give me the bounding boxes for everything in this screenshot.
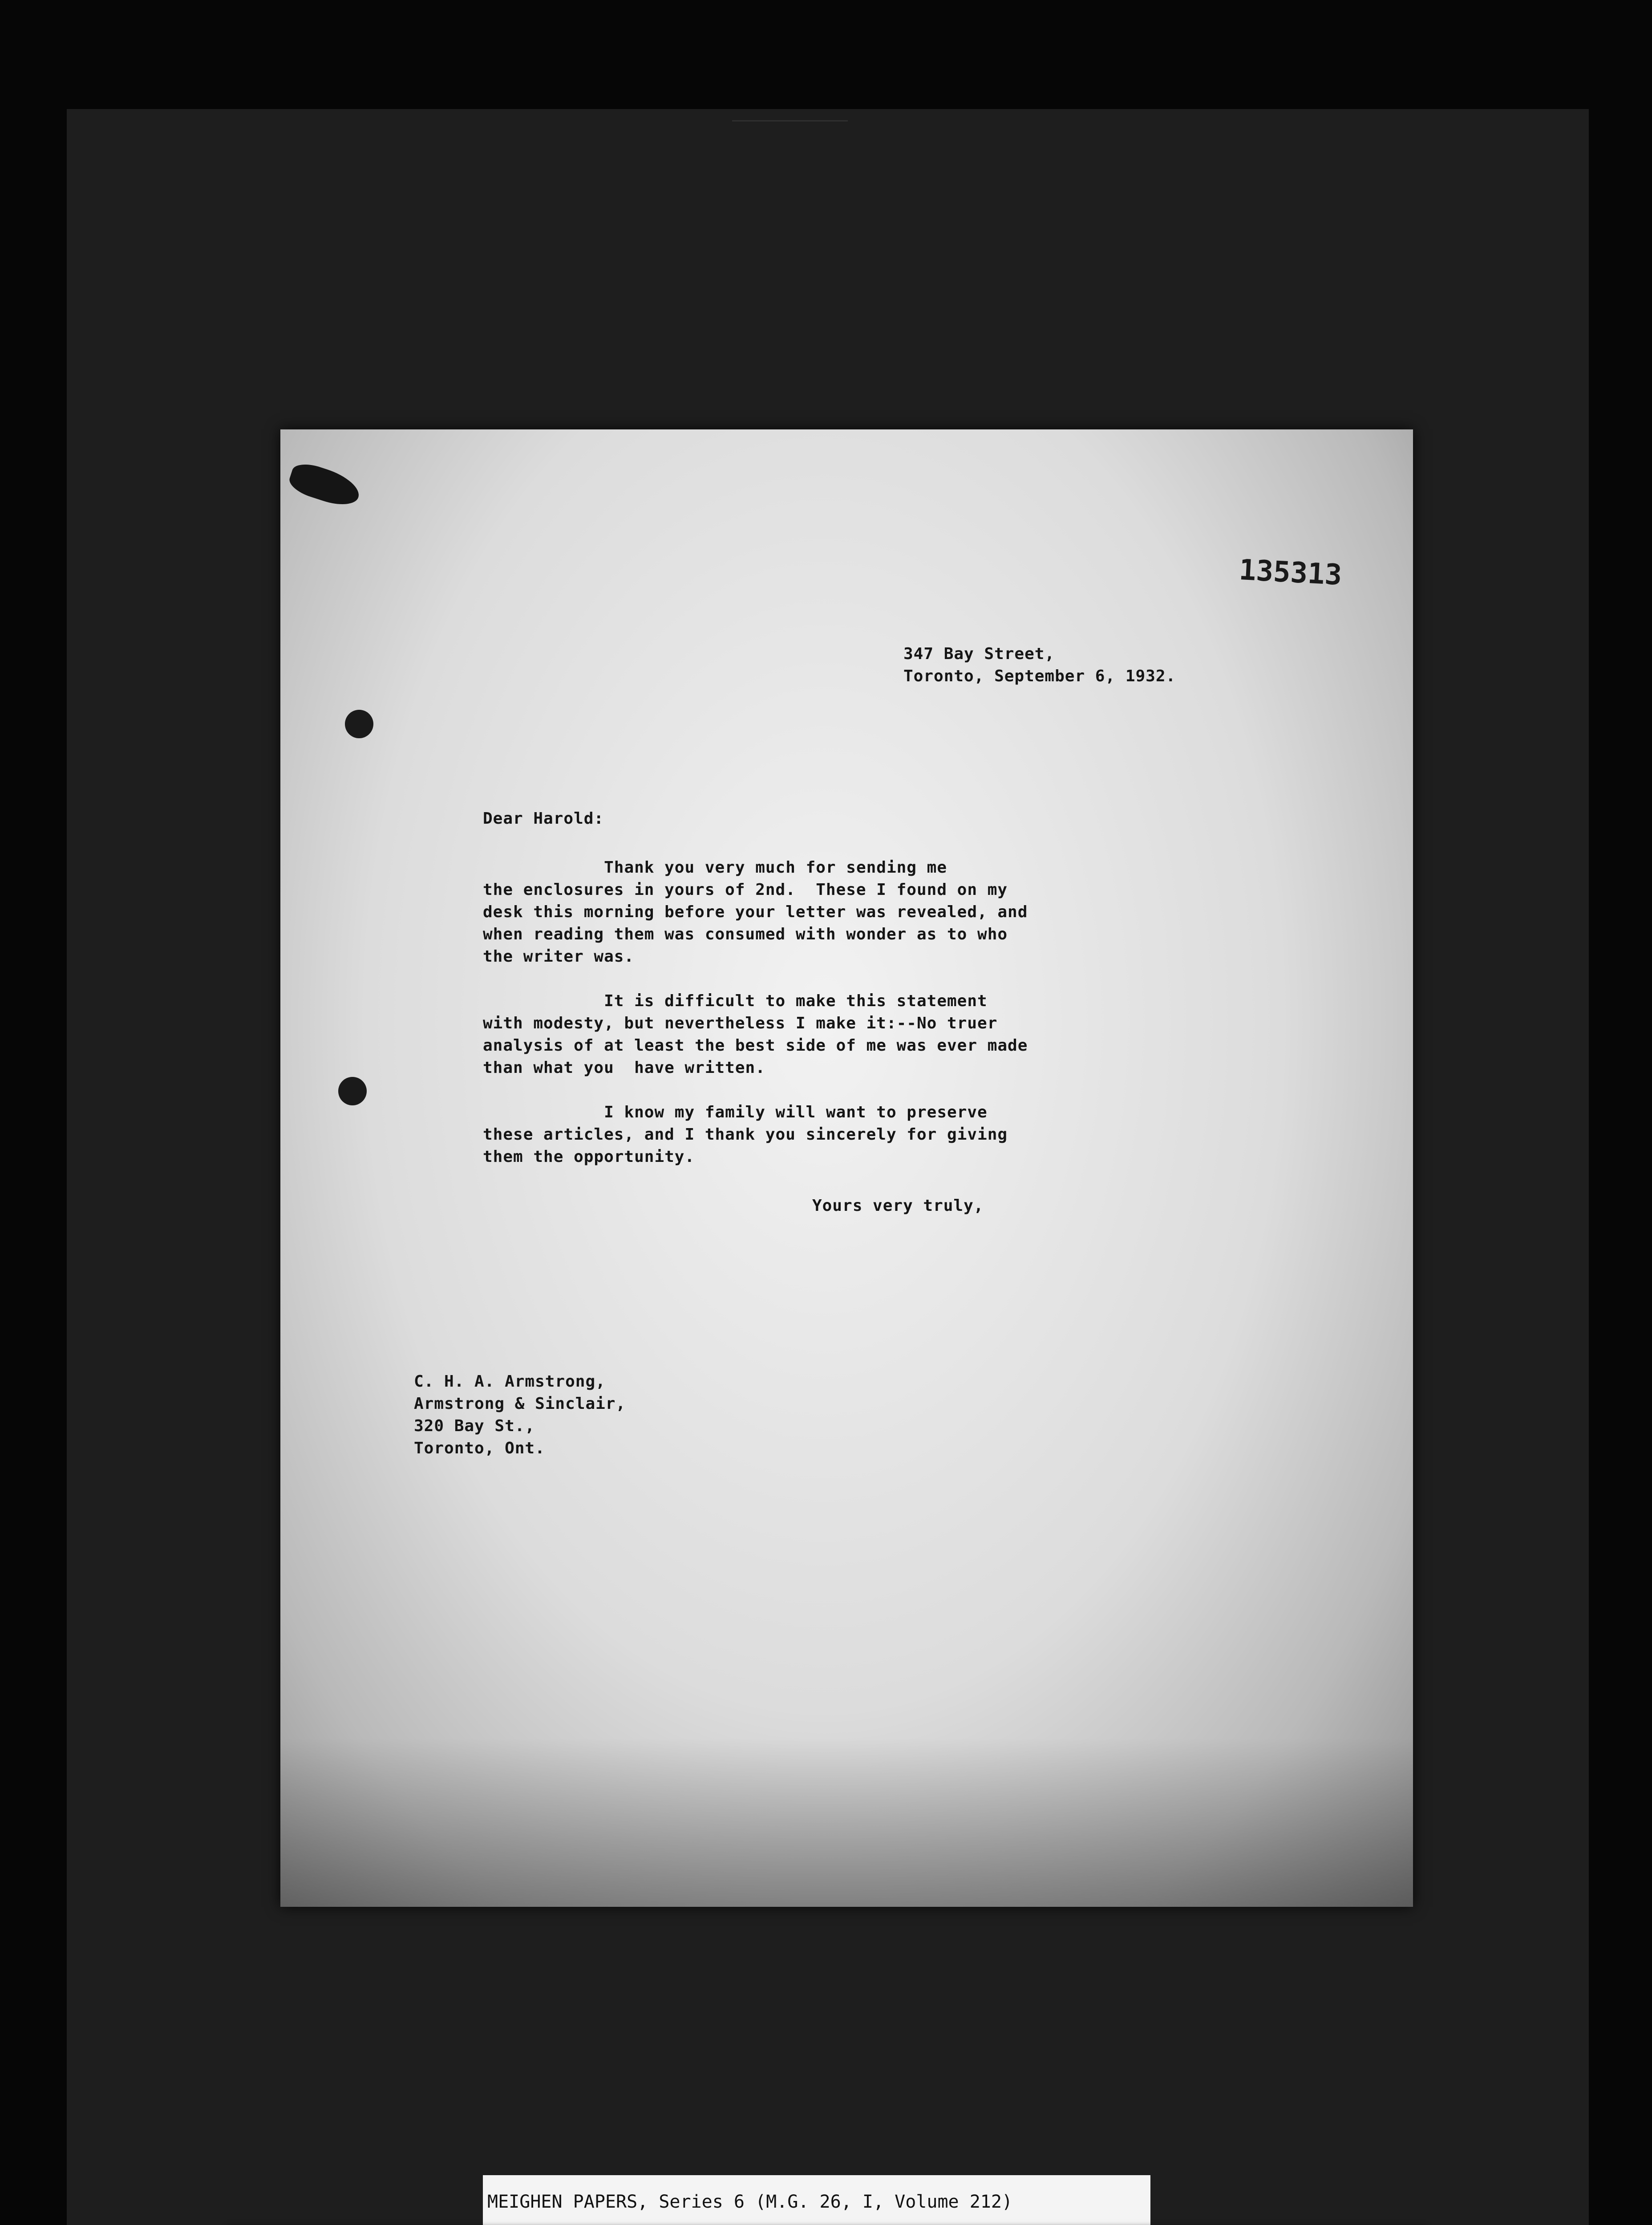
closing: Yours very truly, (812, 1197, 984, 1215)
punch-hole (338, 1077, 367, 1105)
letter-sheet (280, 429, 1413, 1907)
recipient-address (414, 1371, 626, 1460)
board-mark (732, 120, 848, 148)
letter-body (483, 857, 1150, 1190)
recipient-line: 320 Bay St., (414, 1417, 535, 1435)
body-paragraph: It is difficult to make this statement with modesty, but nevertheless I make it:--No truer analysis of at least the best side of me was ever made than what you have written. (483, 992, 1028, 1077)
reference-label: MEIGHEN PAPERS, Series 6 (M.G. 26, I, Volume 212) (483, 2175, 1150, 2225)
body-paragraph: Thank you very much for sending me the enclosures in yours of 2nd. These I found on my desk this morning before your letter was revealed, and when reading them was consumed with wonder as to who the writer was. (483, 858, 1028, 966)
sender-address (903, 643, 1176, 688)
document-number: 135313 (1238, 554, 1343, 592)
recipient-line: C. H. A. Armstrong, (414, 1372, 606, 1391)
recipient-line: Toronto, Ont. (414, 1439, 545, 1457)
punch-hole (345, 710, 373, 738)
recipient-line: Armstrong & Sinclair, (414, 1395, 626, 1413)
address-line: 347 Bay Street, (903, 645, 1055, 663)
torn-corner (286, 459, 364, 511)
salutation: Dear Harold: (483, 809, 604, 828)
date-line: Toronto, September 6, 1932. (903, 667, 1176, 685)
sheet-shading (280, 1738, 1413, 1907)
body-paragraph: I know my family will want to preserve these articles, and I thank you sincerely for giving them the opportunity. (483, 1103, 1008, 1166)
